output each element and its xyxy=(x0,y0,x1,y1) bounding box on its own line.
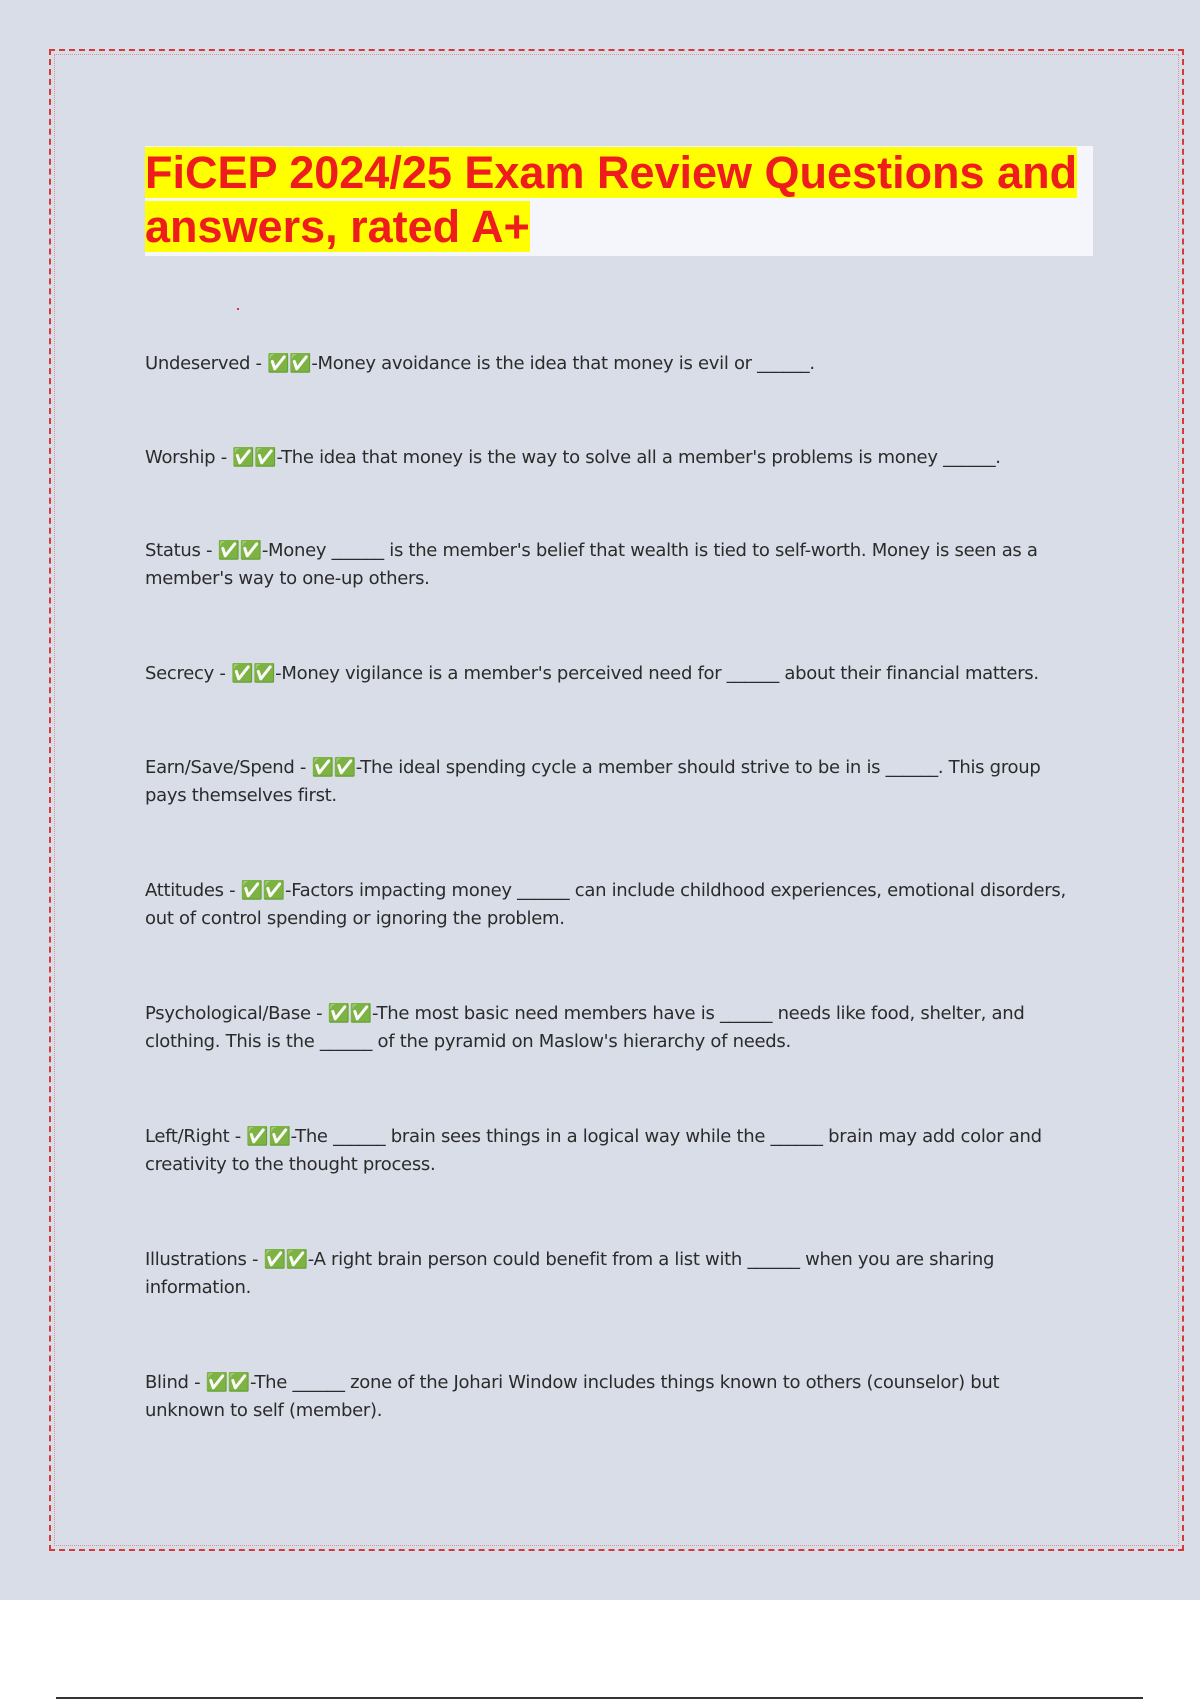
qa-item-9: Illustrations - ✅✅-A right brain person could benefit from a list with ______ when you are sharing information. xyxy=(145,1249,995,1298)
stray-mark xyxy=(237,308,239,310)
document-title-text: FiCEP 2024/25 Exam Review Questions and answers, rated A+ xyxy=(145,147,1078,252)
document-title xyxy=(145,146,1085,254)
qa-item-2: Worship - ✅✅-The idea that money is the way to solve all a member's problems is money ______. xyxy=(145,447,1001,468)
qa-item-3: Status - ✅✅-Money ______ is the member's belief that wealth is tied to self-worth. Money is seen as a member's way to one-up others. xyxy=(145,540,1038,589)
qa-item-7: Psychological/Base - ✅✅-The most basic need members have is ______ needs like food, shelter, and clothing. This is the ______ of the pyramid on Maslow's hierarchy of needs. xyxy=(145,1003,1025,1052)
qa-item-1: Undeserved - ✅✅-Money avoidance is the idea that money is evil or ______. xyxy=(145,353,815,374)
qa-item-4: Secrecy - ✅✅-Money vigilance is a member's perceived need for ______ about their financial matters. xyxy=(145,663,1039,684)
footer-rule xyxy=(56,1697,1143,1699)
qa-item-6: Attitudes - ✅✅-Factors impacting money ______ can include childhood experiences, emotional disorders, out of control spending or ignoring the problem. xyxy=(145,880,1066,929)
qa-item-8: Left/Right - ✅✅-The ______ brain sees things in a logical way while the ______ brain may add color and creativity to the thought process. xyxy=(145,1126,1042,1175)
qa-item-10: Blind - ✅✅-The ______ zone of the Johari Window includes things known to others (counselor) but unknown to self (member). xyxy=(145,1372,1000,1421)
qa-item-5: Earn/Save/Spend - ✅✅-The ideal spending cycle a member should strive to be in is ______. This group pays themselves first. xyxy=(145,757,1041,806)
